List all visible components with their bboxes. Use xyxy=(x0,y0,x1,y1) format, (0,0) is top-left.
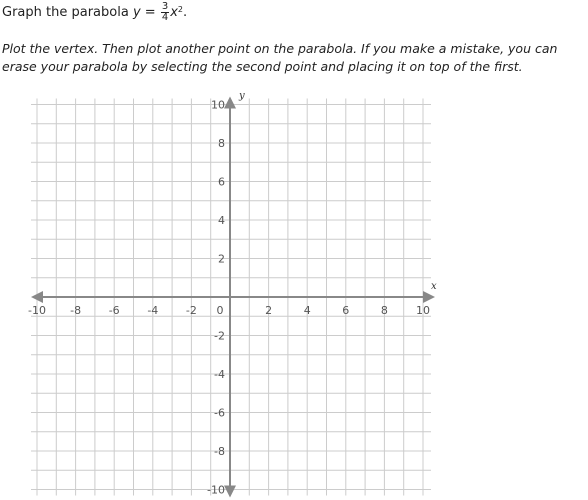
fraction-numerator: 3 xyxy=(161,1,169,12)
x-tick-label: 10 xyxy=(416,304,430,317)
x-tick-label: -10 xyxy=(28,304,46,317)
x-tick-label: -2 xyxy=(185,304,197,317)
x-tick-label: 8 xyxy=(380,304,388,317)
prompt-exponent: 2 xyxy=(177,5,183,14)
x-axis-label: x xyxy=(431,281,437,292)
y-tick-label: 10 xyxy=(211,98,225,112)
y-tick-label: -8 xyxy=(214,445,225,458)
y-tick-label: -2 xyxy=(214,329,225,343)
y-axis-label: y xyxy=(239,90,245,102)
y-tick-label: 6 xyxy=(218,175,225,189)
y-tick-label: 8 xyxy=(218,137,225,150)
y-axis-up-arrow-icon xyxy=(224,97,236,109)
x-tick-label: -4 xyxy=(147,304,159,317)
x-axis-right-arrow-icon xyxy=(423,291,435,303)
instructions-text: Plot the vertex. Then plot another point on the parabola. If you make a mistake, you can erase your parabola by selecting the second point and placing it on top of the first. xyxy=(2,41,558,74)
x-tick-label: 0 xyxy=(216,304,224,317)
fraction-denominator: 4 xyxy=(161,12,169,23)
y-tick-label: 4 xyxy=(218,214,225,227)
y-tick-label: 2 xyxy=(218,252,225,266)
y-axis-down-arrow-icon xyxy=(224,486,236,498)
x-tick-label: 2 xyxy=(265,304,273,317)
axes xyxy=(31,97,435,498)
x-tick-label: -8 xyxy=(70,304,82,317)
prompt-end: . xyxy=(183,5,188,20)
x-tick-label: 4 xyxy=(303,304,311,317)
prompt-lead: Graph the parabola xyxy=(2,5,129,20)
prompt-variable: y xyxy=(132,5,141,20)
prompt-term: x xyxy=(170,5,178,20)
x-tick-label: 6 xyxy=(342,304,350,317)
y-tick-label: -10 xyxy=(207,483,225,497)
x-tick-label: -6 xyxy=(108,304,120,317)
y-tick-label: -4 xyxy=(214,368,225,381)
prompt-equals: = xyxy=(144,5,156,20)
y-tick-label: -6 xyxy=(214,406,225,420)
